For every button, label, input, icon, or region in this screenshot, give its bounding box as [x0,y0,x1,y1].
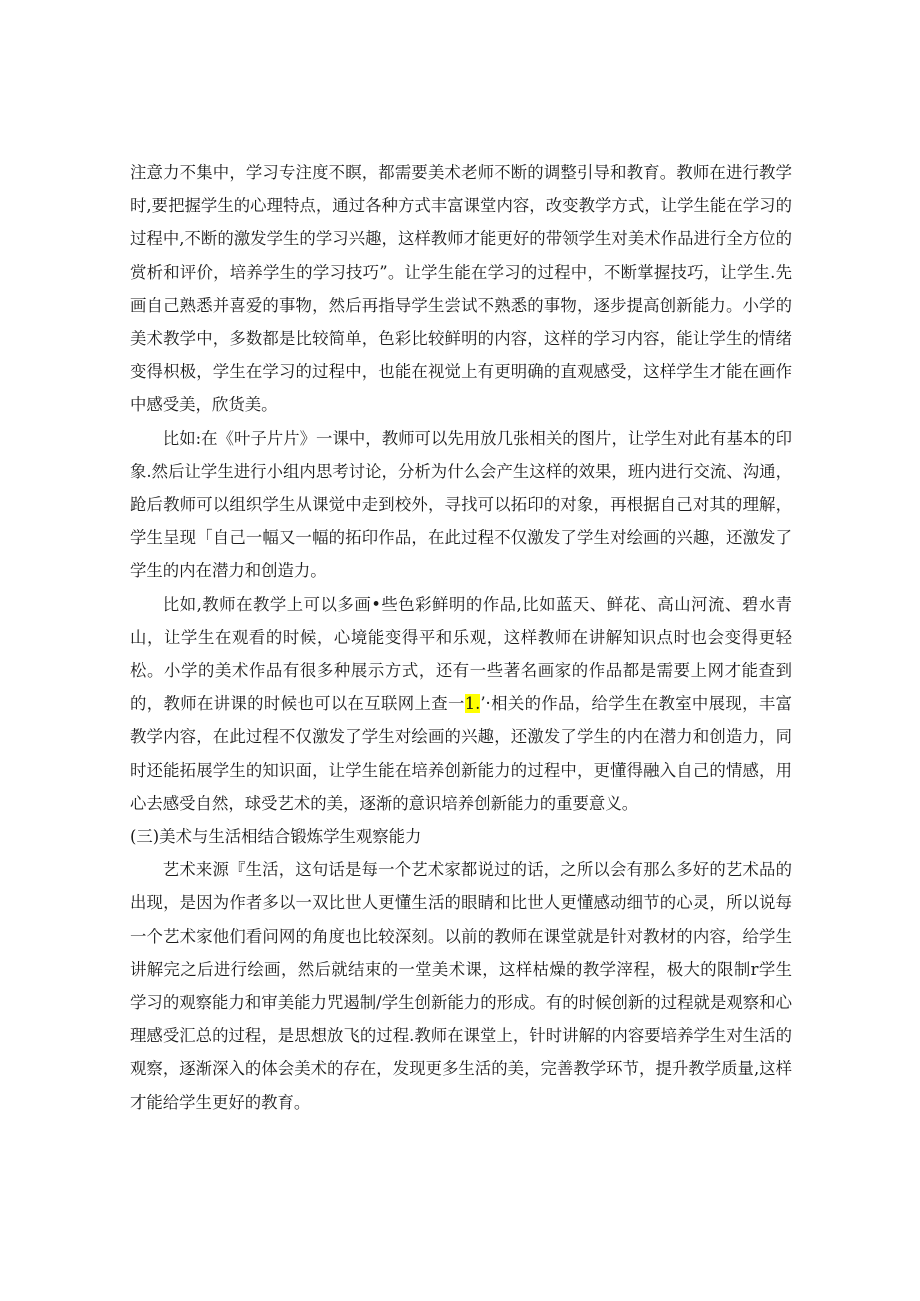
document-body [130,156,792,1119]
paragraph-3-text-a: 比如,教师在教学上可以多画•些色彩鲜明的作品,比如蓝天、鲜花、高山河流、碧水青山，让学生在观看的时候，心境能变得平和乐观，这样教师在讲解知识点时也会变得更轻松。小学的美术作品有很多种展示方式，还有一些著名画家的作品都是需要上网才能查到的，教师在讲课的时候也可以在互联网上查一 [130,594,792,714]
paragraph-4 [130,853,792,1119]
paragraph-2-text: 比如:在《叶子片片》一课中，教师可以先用放几张相关的图片，让学生对此有基本的印象.然后让学生进行小组内思考讨论，分析为什么会产生这样的效果，班内进行交流、沟通，跄后教师可以组织学生从课觉中走到校外，寻找可以拓印的对象，再根据自己对其的理解，学生呈现「自己一幅又一幅的拓印作品，在此过程不仅激发了学生对绘画的兴趣，还激发了学生的内在潜力和创造力。 [130,428,792,581]
highlighted-text: 1. [464,694,481,714]
paragraph-4-text: 艺术来源『生活，这句话是每一个艺术家都说过的话，之所以会有那么多好的艺术品的出现，是因为作者多以一双比世人更懂生活的眼睛和比世人更懂感动细节的心灵，所以说每一个艺术家他们看问网的角度也比较深刻。以前的教师在课堂就是针对教材的内容，给学生讲解完之后进行绘画，然后就结束的一堂美术课，这样枯燥的教学滓程，极大的限制r学生学习的观察能力和审美能力咒遏制/学生创新能力的形成。有的时候创新的过程就是观察和心理感受汇总的过程，是思想放飞的过程.教师在课堂上，针时讲解的内容要培养学生对生活的观察，逐渐深入的体会美术的存在，发现更多生活的美，完善教学环节，提升教学质量,这样才能给学生更好的教育。 [130,860,792,1112]
paragraph-2 [130,422,792,588]
section-heading-text: (三)美术与生活相结合锻炼学生观察能力 [130,827,422,847]
paragraph-3 [130,588,792,820]
paragraph-3-text-b: ’·相关的作品，给学生在教室中展现，丰富教学内容，在此过程不仅激发了学生对绘画的兴趣，还激发了学生的内在潜力和创造力，同时还能拓展学生的知识面，让学生能在培养创新能力的过程中，更懂得融入自己的情感，用心去感受自然，球受艺术的美，逐渐的意识培养创新能力的重要意义。 [130,694,792,813]
paragraph-1-text: 注意力不集中，学习专注度不瞑，都需要美术老师不断的调整引导和教育。教师在进行教学时,要把握学生的心理特点，通过各种方式丰富课堂内容，改变教学方式，让学生能在学习的过程中,不断的激发学生的学习兴趣，这样教师才能更好的带领学生对美术作品进行全方位的赏析和评价，培养学生的学习技巧”。让学生能在学习的过程中，不断掌握技巧，让学生.先画自己熟悉并喜爱的事物，然后再指导学生尝试不熟悉的事物，逐步提高创新能力。小学的美术教学中，多数都是比较简单，色彩比较鲜明的内容，这样的学习内容，能让学生的情绪变得枳极，学生在学习的过程中，也能在视觉上有更明确的直观感受，这样学生才能在画作中感受美，欣货美。 [130,163,792,415]
paragraph-1 [130,156,792,422]
section-heading [130,820,792,853]
